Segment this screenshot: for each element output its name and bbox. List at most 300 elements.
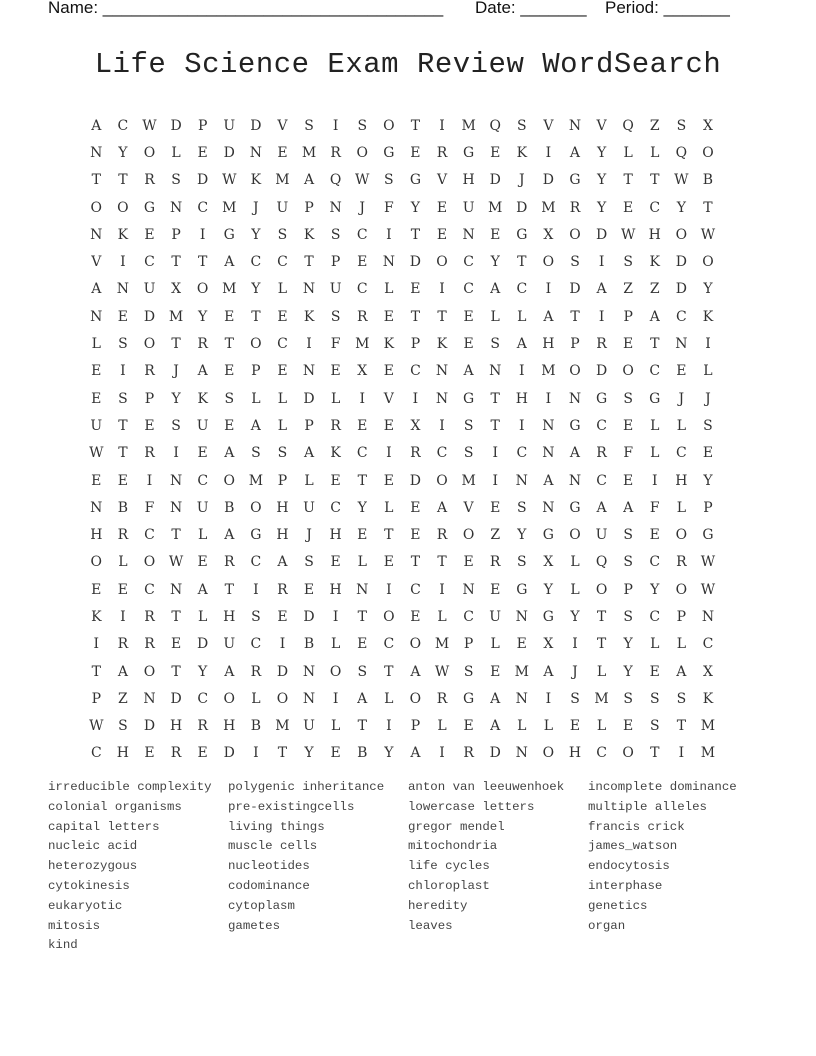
grid-letter: G bbox=[595, 390, 608, 407]
grid-letter: T bbox=[171, 527, 181, 544]
grid-letter: N bbox=[90, 226, 103, 243]
grid-letter: O bbox=[276, 690, 289, 707]
grid-row bbox=[83, 303, 733, 330]
grid-letter: U bbox=[303, 499, 315, 516]
grid-letter: I bbox=[146, 472, 153, 489]
grid-letter: R bbox=[223, 554, 235, 571]
grid-letter: I bbox=[492, 445, 498, 462]
grid-letter: V bbox=[277, 117, 288, 134]
grid-letter: N bbox=[302, 663, 316, 680]
grid-letter: S bbox=[676, 690, 687, 707]
grid-row bbox=[83, 603, 733, 630]
grid-letter: C bbox=[410, 363, 421, 380]
grid-letter: I bbox=[253, 581, 259, 598]
grid-letter: G bbox=[516, 226, 528, 243]
grid-letter: E bbox=[277, 363, 288, 380]
grid-letter: I bbox=[306, 336, 312, 353]
grid-letter: A bbox=[543, 472, 554, 489]
grid-letter: M bbox=[461, 117, 476, 134]
grid-letter: C bbox=[596, 745, 607, 762]
grid-letter: U bbox=[223, 117, 236, 134]
grid-letter: E bbox=[383, 472, 394, 489]
grid-letter: S bbox=[277, 445, 288, 462]
grid-letter: D bbox=[143, 718, 156, 735]
grid-letter: A bbox=[490, 718, 501, 735]
grid-letter: T bbox=[410, 554, 421, 571]
grid-letter: R bbox=[489, 554, 501, 571]
grid-letter: M bbox=[700, 718, 716, 735]
grid-letter: T bbox=[198, 254, 208, 271]
grid-letter: A bbox=[490, 690, 501, 707]
word-list-item: life cycles bbox=[408, 859, 490, 874]
grid-letter: L bbox=[330, 718, 341, 735]
grid-letter: S bbox=[330, 226, 341, 243]
grid-letter: A bbox=[250, 417, 261, 434]
grid-letter: I bbox=[652, 472, 658, 489]
grid-letter: E bbox=[410, 144, 421, 161]
grid-letter: D bbox=[542, 172, 554, 189]
grid-letter: I bbox=[332, 117, 339, 134]
grid-letter: O bbox=[702, 144, 714, 161]
grid-letter: Q bbox=[595, 554, 608, 571]
grid-letter: T bbox=[118, 172, 128, 189]
grid-letter: V bbox=[383, 390, 394, 407]
word-list-item: cytoplasm bbox=[228, 898, 295, 913]
grid-letter: A bbox=[543, 663, 554, 680]
grid-letter: C bbox=[197, 472, 209, 489]
grid-letter: N bbox=[515, 608, 528, 625]
grid-letter: E bbox=[277, 144, 288, 161]
word-list-item: eukaryotic bbox=[48, 898, 123, 913]
grid-letter: N bbox=[568, 117, 582, 134]
word-list-column bbox=[408, 778, 588, 956]
grid-letter: C bbox=[250, 554, 262, 571]
grid-row bbox=[83, 276, 733, 303]
grid-letter: E bbox=[623, 718, 634, 735]
grid-letter: S bbox=[304, 554, 314, 571]
grid-letter: E bbox=[623, 417, 634, 434]
grid-letter: T bbox=[171, 608, 181, 625]
grid-letter: W bbox=[700, 581, 716, 598]
grid-letter: I bbox=[572, 636, 578, 653]
grid-letter: I bbox=[439, 581, 445, 598]
grid-letter: C bbox=[463, 254, 474, 271]
grid-letter: I bbox=[519, 363, 525, 380]
word-list-item: leaves bbox=[408, 918, 453, 933]
grid-letter: E bbox=[91, 390, 102, 407]
word-list-item: multiple alleles bbox=[588, 799, 707, 814]
grid-letter: L bbox=[198, 608, 208, 625]
grid-letter: U bbox=[276, 199, 289, 216]
grid-row bbox=[83, 139, 733, 166]
grid-letter: G bbox=[702, 527, 714, 544]
grid-letter: J bbox=[173, 363, 179, 380]
grid-letter: E bbox=[383, 363, 394, 380]
grid-letter: A bbox=[516, 336, 527, 353]
grid-letter: G bbox=[409, 172, 422, 189]
grid-letter: I bbox=[120, 608, 126, 625]
grid-letter: E bbox=[436, 199, 448, 216]
grid-letter: H bbox=[675, 472, 688, 489]
grid-letter: M bbox=[594, 690, 609, 707]
grid-letter: B bbox=[224, 499, 235, 516]
grid-letter: I bbox=[386, 581, 392, 598]
grid-letter: W bbox=[700, 226, 716, 243]
grid-letter: N bbox=[302, 690, 316, 707]
grid-letter: R bbox=[676, 554, 687, 571]
grid-letter: I bbox=[545, 144, 552, 161]
grid-letter: I bbox=[93, 636, 100, 653]
grid-letter: E bbox=[490, 663, 501, 680]
grid-letter: O bbox=[462, 527, 475, 544]
grid-row bbox=[83, 713, 733, 740]
grid-letter: E bbox=[197, 554, 208, 571]
grid-letter: B bbox=[702, 172, 714, 189]
grid-letter: X bbox=[543, 226, 554, 243]
grid-letter: B bbox=[117, 499, 129, 516]
grid-letter: D bbox=[516, 199, 528, 216]
grid-letter: O bbox=[409, 690, 422, 707]
grid-letter: K bbox=[303, 308, 315, 325]
word-list-item: codominance bbox=[228, 878, 310, 893]
grid-letter: N bbox=[90, 499, 103, 516]
grid-letter: Q bbox=[329, 172, 342, 189]
grid-letter: K bbox=[91, 608, 102, 625]
grid-letter: I bbox=[439, 117, 445, 134]
grid-letter: Y bbox=[650, 581, 660, 598]
grid-letter: C bbox=[144, 527, 155, 544]
grid-letter: S bbox=[517, 117, 527, 134]
grid-letter: I bbox=[598, 308, 605, 325]
grid-letter: E bbox=[357, 417, 368, 434]
grid-row bbox=[83, 194, 733, 221]
grid-letter: R bbox=[117, 636, 129, 653]
grid-letter: M bbox=[301, 144, 317, 161]
grid-letter: T bbox=[650, 172, 660, 189]
grid-letter: G bbox=[223, 226, 235, 243]
grid-row bbox=[83, 358, 733, 385]
grid-letter: T bbox=[357, 608, 367, 625]
grid-letter: E bbox=[357, 527, 368, 544]
grid-letter: E bbox=[463, 718, 474, 735]
grid-letter: N bbox=[568, 390, 582, 407]
grid-letter: A bbox=[569, 144, 581, 161]
grid-letter: S bbox=[251, 445, 261, 462]
grid-letter: H bbox=[329, 527, 342, 544]
grid-letter: A bbox=[596, 281, 607, 298]
grid-letter: I bbox=[120, 363, 126, 380]
grid-letter: M bbox=[541, 363, 556, 380]
grid-letter: N bbox=[435, 390, 449, 407]
grid-letter: W bbox=[700, 554, 716, 571]
grid-letter: V bbox=[543, 117, 554, 134]
grid-letter: J bbox=[518, 172, 525, 189]
grid-letter: E bbox=[170, 636, 182, 653]
grid-letter: L bbox=[330, 636, 341, 653]
word-list-item: polygenic inheritance bbox=[228, 780, 385, 794]
grid-letter: W bbox=[89, 718, 104, 735]
grid-letter: Y bbox=[596, 144, 607, 161]
grid-letter: O bbox=[595, 581, 608, 598]
grid-letter: W bbox=[89, 445, 104, 462]
grid-letter: O bbox=[383, 608, 395, 625]
word-list-item: pre-existingcells bbox=[228, 799, 355, 814]
grid-letter: S bbox=[676, 117, 687, 134]
word-list-column bbox=[588, 778, 768, 956]
grid-letter: U bbox=[196, 417, 209, 434]
grid-letter: O bbox=[143, 554, 156, 571]
grid-letter: K bbox=[117, 226, 129, 243]
grid-letter: C bbox=[436, 445, 448, 462]
grid-letter: E bbox=[357, 254, 368, 271]
grid-letter: J bbox=[253, 199, 259, 216]
grid-letter: R bbox=[197, 336, 208, 353]
grid-letter: L bbox=[171, 144, 181, 161]
grid-letter: S bbox=[623, 690, 633, 707]
grid-letter: L bbox=[277, 390, 288, 407]
grid-letter: Y bbox=[410, 199, 421, 216]
grid-letter: A bbox=[569, 445, 581, 462]
grid-letter: M bbox=[434, 636, 450, 653]
grid-letter: G bbox=[143, 199, 156, 216]
grid-letter: H bbox=[515, 390, 528, 407]
grid-letter: C bbox=[277, 336, 288, 353]
grid-letter: R bbox=[144, 445, 155, 462]
grid-letter: R bbox=[330, 144, 341, 161]
grid-letter: M bbox=[541, 199, 556, 216]
grid-letter: Z bbox=[490, 527, 501, 544]
grid-letter: N bbox=[356, 581, 369, 598]
grid-letter: T bbox=[517, 254, 527, 271]
grid-letter: J bbox=[359, 199, 366, 216]
grid-letter: S bbox=[463, 445, 474, 462]
grid-letter: T bbox=[410, 117, 421, 134]
grid-letter: E bbox=[277, 308, 288, 325]
grid-letter: C bbox=[516, 281, 528, 298]
grid-letter: S bbox=[463, 417, 474, 434]
grid-letter: Y bbox=[517, 527, 527, 544]
grid-letter: I bbox=[678, 745, 685, 762]
grid-letter: O bbox=[436, 254, 448, 271]
grid-letter: S bbox=[118, 336, 128, 353]
grid-letter: P bbox=[330, 254, 341, 271]
grid-letter: R bbox=[330, 417, 341, 434]
grid-letter: I bbox=[173, 445, 179, 462]
grid-letter: F bbox=[623, 445, 634, 462]
grid-letter: E bbox=[91, 472, 102, 489]
grid-letter: I bbox=[492, 472, 498, 489]
grid-letter: X bbox=[410, 417, 421, 434]
grid-letter: A bbox=[277, 554, 288, 571]
grid-letter: G bbox=[569, 499, 581, 516]
grid-letter: K bbox=[702, 308, 714, 325]
word-list-item: genetics bbox=[588, 898, 648, 913]
grid-letter: I bbox=[120, 254, 126, 271]
word-list-item: capital letters bbox=[48, 819, 160, 834]
grid-letter: I bbox=[439, 745, 445, 762]
grid-letter: D bbox=[409, 254, 422, 271]
grid-letter: H bbox=[648, 226, 661, 243]
grid-letter: R bbox=[144, 363, 155, 380]
grid-letter: S bbox=[623, 527, 633, 544]
grid-letter: N bbox=[515, 472, 528, 489]
grid-letter: T bbox=[224, 581, 234, 598]
grid-letter: E bbox=[383, 308, 394, 325]
grid-letter: N bbox=[568, 472, 582, 489]
grid-letter: N bbox=[90, 308, 103, 325]
grid-letter: E bbox=[224, 417, 235, 434]
grid-letter: Z bbox=[623, 281, 634, 298]
grid-letter: C bbox=[356, 445, 368, 462]
grid-letter: C bbox=[463, 608, 474, 625]
grid-letter: E bbox=[623, 472, 634, 489]
grid-letter: H bbox=[223, 718, 236, 735]
grid-letter: L bbox=[251, 390, 261, 407]
grid-letter: C bbox=[596, 472, 607, 489]
grid-letter: O bbox=[436, 472, 448, 489]
grid-letter: W bbox=[142, 117, 157, 134]
grid-letter: A bbox=[197, 363, 208, 380]
grid-letter: O bbox=[622, 363, 634, 380]
grid-letter: E bbox=[144, 417, 155, 434]
grid-letter: N bbox=[675, 336, 688, 353]
grid-letter: T bbox=[703, 199, 713, 216]
word-list-item: colonial organisms bbox=[48, 799, 182, 814]
grid-letter: I bbox=[412, 390, 419, 407]
grid-letter: G bbox=[569, 417, 581, 434]
grid-letter: E bbox=[410, 281, 421, 298]
word-list-item: francis crick bbox=[588, 819, 685, 834]
grid-letter: S bbox=[171, 172, 181, 189]
grid-letter: S bbox=[357, 117, 368, 134]
word-list-item: mitochondria bbox=[408, 839, 498, 854]
grid-letter: P bbox=[251, 363, 261, 380]
grid-letter: H bbox=[116, 745, 129, 762]
word-list-item: organ bbox=[588, 918, 626, 933]
grid-letter: G bbox=[463, 390, 475, 407]
grid-letter: E bbox=[410, 527, 421, 544]
word-list-item: heredity bbox=[408, 898, 468, 913]
grid-letter: T bbox=[118, 445, 128, 462]
grid-letter: W bbox=[674, 172, 689, 189]
grid-letter: Y bbox=[357, 499, 367, 516]
grid-letter: Y bbox=[304, 745, 314, 762]
grid-letter: E bbox=[383, 554, 394, 571]
grid-letter: A bbox=[410, 663, 421, 680]
grid-letter: N bbox=[169, 199, 183, 216]
grid-letter: D bbox=[143, 308, 156, 325]
grid-letter: E bbox=[623, 199, 634, 216]
grid-letter: O bbox=[569, 226, 581, 243]
grid-letter: U bbox=[489, 608, 502, 625]
grid-letter: A bbox=[490, 281, 501, 298]
grid-letter: Y bbox=[198, 308, 208, 325]
grid-letter: A bbox=[117, 663, 128, 680]
grid-letter: O bbox=[622, 745, 634, 762]
grid-letter: N bbox=[169, 472, 183, 489]
grid-letter: K bbox=[516, 144, 528, 161]
grid-letter: T bbox=[224, 336, 234, 353]
grid-letter: P bbox=[410, 336, 421, 353]
grid-letter: E bbox=[224, 363, 235, 380]
grid-letter: O bbox=[409, 636, 422, 653]
grid-letter: T bbox=[437, 308, 447, 325]
grid-row bbox=[83, 576, 733, 603]
grid-letter: K bbox=[436, 336, 448, 353]
grid-letter: R bbox=[436, 144, 448, 161]
grid-letter: G bbox=[463, 690, 475, 707]
grid-letter: E bbox=[144, 226, 155, 243]
grid-letter: Y bbox=[570, 608, 580, 625]
grid-letter: T bbox=[570, 308, 580, 325]
grid-row bbox=[83, 221, 733, 248]
grid-letter: R bbox=[144, 636, 155, 653]
grid-letter: T bbox=[384, 663, 394, 680]
grid-letter: R bbox=[596, 445, 607, 462]
grid-letter: B bbox=[303, 636, 315, 653]
grid-letter: I bbox=[332, 690, 339, 707]
grid-letter: E bbox=[117, 472, 128, 489]
grid-letter: U bbox=[143, 281, 156, 298]
grid-letter: D bbox=[409, 472, 422, 489]
grid-letter: T bbox=[304, 254, 314, 271]
grid-letter: X bbox=[171, 281, 182, 298]
grid-row bbox=[83, 549, 733, 576]
grid-letter: L bbox=[596, 663, 607, 680]
grid-letter: L bbox=[570, 554, 580, 571]
grid-letter: Z bbox=[649, 117, 660, 134]
grid-letter: I bbox=[199, 226, 206, 243]
grid-letter: S bbox=[224, 390, 235, 407]
grid-letter: Y bbox=[251, 226, 261, 243]
word-list-item: gregor mendel bbox=[408, 819, 505, 834]
period-field-label: Period: _______ bbox=[605, 0, 730, 17]
grid-letter: O bbox=[542, 745, 555, 762]
grid-letter: S bbox=[703, 417, 713, 434]
grid-letter: C bbox=[250, 636, 262, 653]
grid-letter: G bbox=[569, 172, 581, 189]
grid-letter: E bbox=[702, 445, 714, 462]
grid-letter: X bbox=[702, 663, 713, 680]
grid-letter: M bbox=[222, 281, 237, 298]
grid-letter: V bbox=[463, 499, 474, 516]
grid-letter: V bbox=[436, 172, 448, 189]
grid-letter: Q bbox=[675, 144, 688, 161]
grid-letter: T bbox=[437, 554, 447, 571]
grid-letter: D bbox=[489, 172, 501, 189]
grid-letter: K bbox=[303, 226, 315, 243]
grid-letter: U bbox=[462, 199, 475, 216]
grid-letter: E bbox=[490, 581, 501, 598]
grid-letter: L bbox=[676, 499, 686, 516]
grid-letter: L bbox=[330, 390, 341, 407]
grid-letter: H bbox=[169, 718, 183, 735]
grid-letter: N bbox=[542, 445, 555, 462]
grid-letter: D bbox=[276, 663, 289, 680]
grid-letter: E bbox=[569, 718, 581, 735]
grid-letter: Y bbox=[490, 254, 500, 271]
grid-letter: X bbox=[357, 363, 368, 380]
grid-letter: D bbox=[303, 608, 315, 625]
word-list-item: lowercase letters bbox=[408, 799, 535, 814]
grid-letter: Y bbox=[171, 390, 181, 407]
grid-letter: T bbox=[650, 336, 660, 353]
grid-letter: C bbox=[649, 554, 661, 571]
grid-letter: L bbox=[596, 718, 607, 735]
grid-row bbox=[83, 467, 733, 494]
grid-letter: Y bbox=[198, 663, 208, 680]
grid-letter: H bbox=[90, 527, 103, 544]
